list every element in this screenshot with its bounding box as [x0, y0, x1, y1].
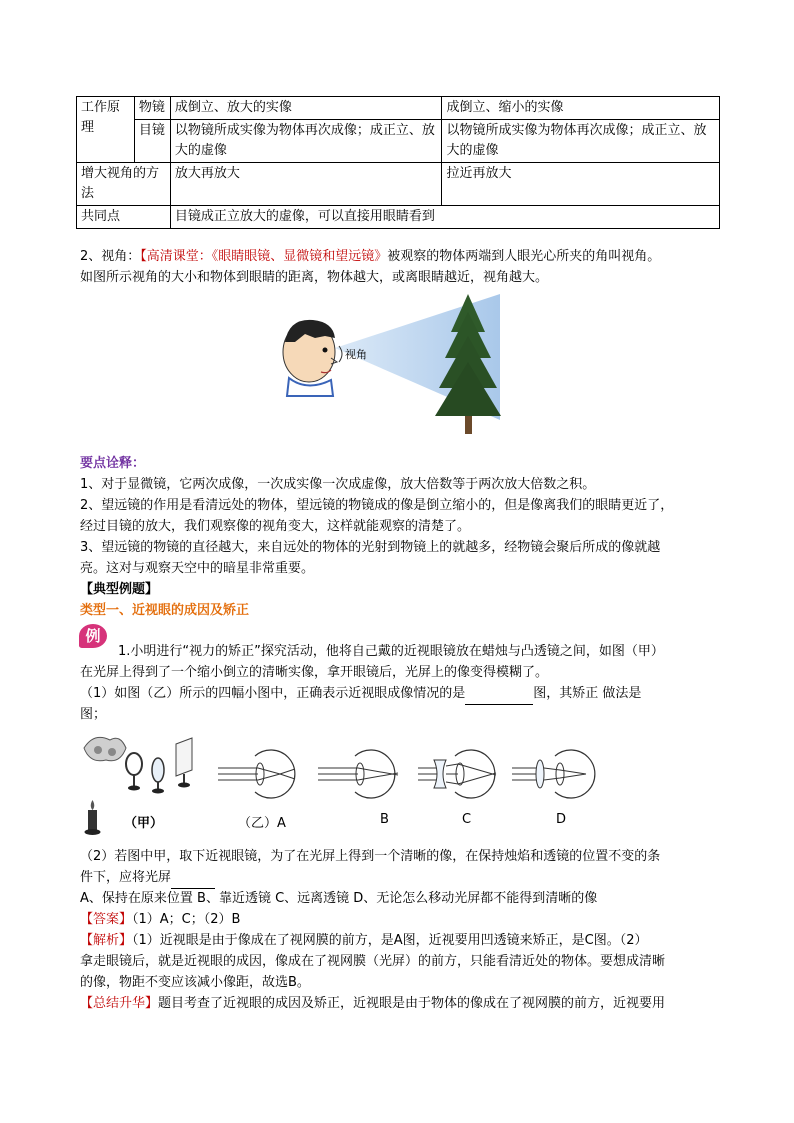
paragraph-text: 如图所示视角的大小和物体到眼睛的距离，物体越大，或离眼睛越近，视角越大。 — [80, 270, 549, 285]
table-cell: 目镜成正立放大的虚像，可以直接用眼睛看到 — [170, 206, 719, 229]
paragraph-visual-angle — [80, 246, 720, 267]
table-cell: 成倒立、放大的实像 — [170, 97, 442, 120]
question-text: 在光屏上得到了一个缩小倒立的清晰实像，拿开眼镜后，光屏上的像变得模糊了。 — [80, 665, 549, 680]
answer-line: 【答案】（1）A；C；（2）B — [80, 912, 241, 927]
eye-diagram-a — [218, 750, 295, 798]
question-text: 件下，应将光屏 — [80, 867, 720, 889]
figure-label: D — [556, 812, 567, 827]
answer-blank[interactable] — [465, 683, 533, 705]
paragraph-text: 被观察的物体两端到人眼光心所夹的角叫视角。 — [387, 249, 661, 264]
table-cell: 共同点 — [77, 206, 171, 229]
table-cell: 增大视角的方法 — [77, 163, 171, 206]
table-row — [77, 97, 720, 120]
figure-label: B — [380, 812, 389, 827]
analysis-text: 的像，物距不变应该减小像距，故选B。 — [80, 975, 310, 990]
table-row — [77, 206, 720, 229]
note-item: 1、对于显微镜，它两次成像，一次成实像一次成虚像，放大倍数等于两次放大倍数之积。 — [80, 477, 596, 492]
table-cell: 拉近再放大 — [442, 163, 720, 206]
answer-blank[interactable] — [171, 867, 215, 889]
question-text: （1）如图（乙）所示的四幅小图中，正确表示近视眼成像情况的是 图，其矫正 做法是 — [80, 683, 720, 705]
boy-head-icon — [283, 320, 337, 396]
note-item: 3、望远镜的物镜的直径越大，来自远处的物体的光射到物镜上的就越多，经物镜会聚后所成的像就越 — [80, 540, 661, 555]
figure-label: （乙）A — [238, 816, 286, 831]
course-link[interactable]: 【高清课堂：《眼睛眼镜、显微镜和望远镜》 — [140, 249, 388, 264]
figure-label: （甲） — [124, 816, 164, 831]
table-cell: 以物镜所成实像为物体再次成像；成正立、放大的虚像 — [170, 120, 442, 163]
note-item: 经过目镜的放大，我们观察像的视角变大，这样就能观察的清楚了。 — [80, 519, 471, 534]
table-cell: 工作原理 — [77, 97, 135, 163]
figure-label: C — [462, 812, 472, 827]
question-text: 图； — [80, 707, 107, 722]
question-text: （2）若图中甲，取下近视眼镜，为了在光屏上得到一个清晰的像，在保持烛焰和透镜的位置不变的条 — [80, 849, 661, 864]
table-row — [77, 163, 720, 206]
summary-line: 【总结升华】题目考查了近视眼的成因及矫正，近视眼是由于物体的像成在了视网膜的前方，近视要用 — [80, 996, 666, 1011]
eye-diagram-c — [418, 750, 496, 798]
table-cell: 目镜 — [134, 120, 170, 163]
note-item: 2、望远镜的作用是看清远处的物体，望远镜的物镜成的像是倒立缩小的，但是像离我们的眼睛更近了， — [80, 498, 674, 513]
table-cell: 放大再放大 — [170, 163, 442, 206]
table-cell: 成倒立、缩小的实像 — [442, 97, 720, 120]
type-heading: 类型一、近视眼的成因及矫正 — [80, 603, 250, 618]
examples-heading: 【典型例题】 — [80, 582, 159, 597]
question-text: 1.小明进行“视力的矫正”探究活动，他将自己戴的近视眼镜放在蜡烛与凸透镜之间，如图（甲） — [118, 644, 664, 659]
section-label: 2、视角： — [80, 249, 141, 264]
note-item: 亮。这对与观察天空中的暗星非常重要。 — [80, 561, 315, 576]
table-cell: 物镜 — [134, 97, 170, 120]
table-cell: 以物镜所成实像为物体再次成像；成正立、放大的虚像 — [442, 120, 720, 163]
analysis-line: 【解析】（1）近视眼是由于像成在了视网膜的前方，是A图，近视要用凹透镜来矫正，是C图。（2） — [80, 933, 648, 948]
example-badge: 例 — [79, 624, 107, 648]
eye-diagram-b — [318, 750, 398, 798]
table-row — [77, 120, 720, 163]
angle-label: 视角 — [345, 348, 367, 361]
analysis-text: 拿走眼镜后，就是近视眼的成因，像成在了视网膜（光屏）的前方，只能看清近处的物体。要想成清晰 — [80, 954, 666, 969]
notes-heading: 要点诠释： — [80, 456, 146, 471]
answer-options: A、保持在原来位置 B、靠近透镜 C、远离透镜 D、无论怎么移动光屏都不能得到清晰的像 — [80, 891, 598, 906]
visual-angle-figure — [275, 292, 525, 444]
eye-diagram-d — [512, 750, 595, 798]
comparison-table — [76, 96, 720, 229]
